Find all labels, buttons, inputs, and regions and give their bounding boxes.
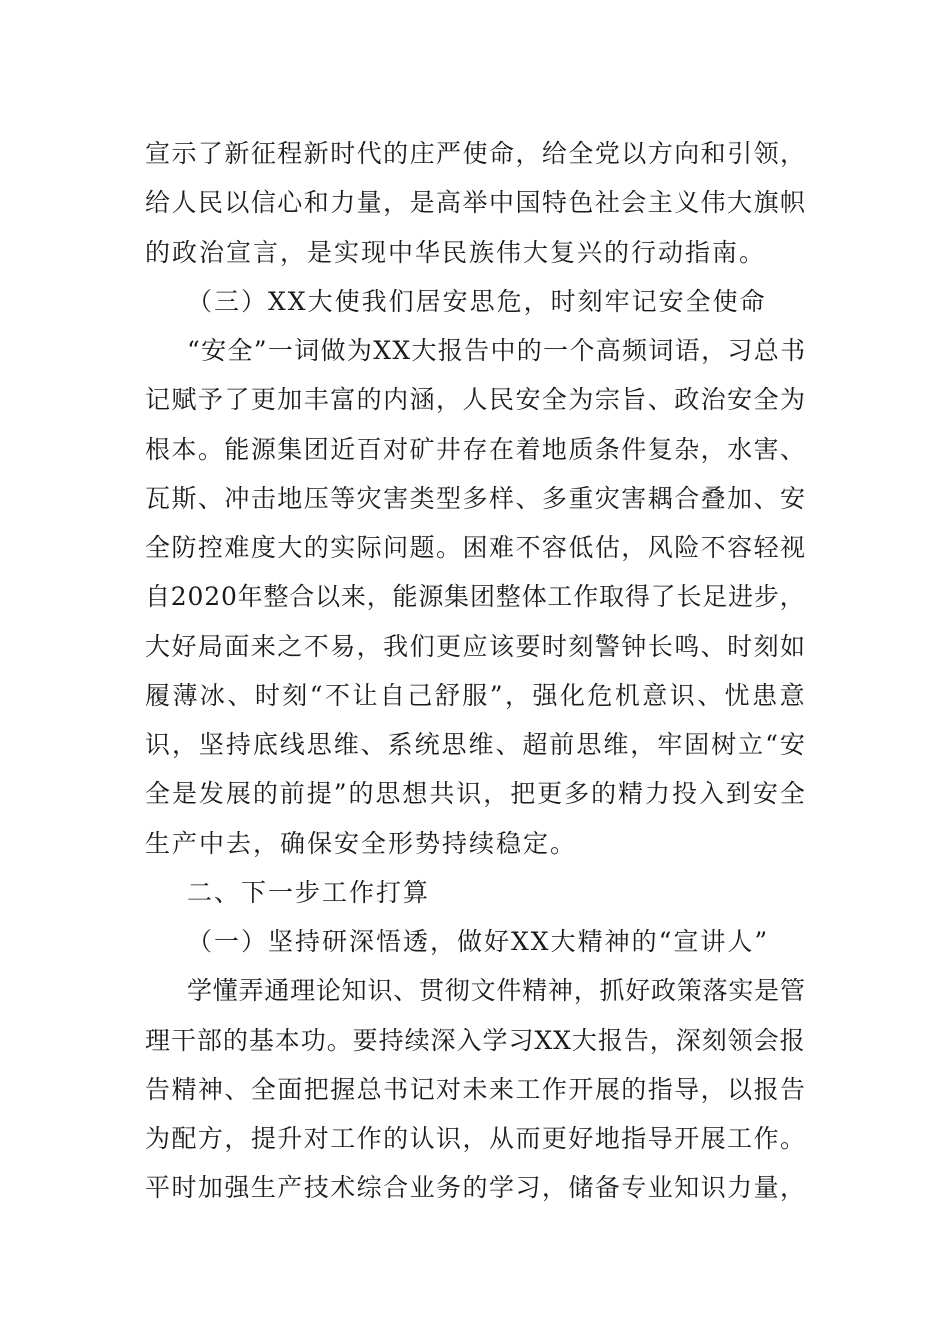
- text-line: 理干部的基本功。要持续深入学习XX大报告，深刻领会报: [145, 1026, 806, 1055]
- text-line: 宣示了新征程新时代的庄严使命，给全党以方向和引领，: [145, 139, 807, 168]
- text-line: 生产中去，确保安全形势持续稳定。: [145, 829, 578, 858]
- text-line: 学懂弄通理论知识、贯彻文件精神，抓好政策落实是管: [187, 976, 806, 1005]
- text-line: 记赋予了更加丰富的内涵，人民安全为宗旨、政治安全为: [145, 385, 807, 414]
- text-line: 全是发展的前提”的思想共识，把更多的精力投入到安全: [145, 779, 807, 808]
- text-line: 大好局面来之不易，我们更应该要时刻警钟长鸣、时刻如: [145, 632, 807, 661]
- text-line: 平时加强生产技术综合业务的学习，储备专业知识力量，: [145, 1173, 807, 1202]
- text-line: 根本。能源集团近百对矿井存在着地质条件复杂，水害、: [145, 435, 807, 464]
- text-line: 的政治宣言，是实现中华民族伟大复兴的行动指南。: [145, 238, 767, 267]
- text-line: 全防控难度大的实际问题。困难不容低估，风险不容轻视: [145, 533, 807, 562]
- text-line: 履薄冰、时刻“不让自己舒服”，强化危机意识、忧患意: [145, 681, 808, 710]
- text-line: 自2020年整合以来，能源集团整体工作取得了长足进步，: [145, 582, 806, 611]
- text-line: 告精神、全面把握总书记对未来工作开展的指导，以报告: [145, 1075, 807, 1104]
- section-heading: 二、下一步工作打算: [187, 878, 431, 907]
- text-line: 给人民以信心和力量，是高举中国特色社会主义伟大旗帜: [145, 188, 807, 217]
- section-heading: （三）XX大使我们居安思危，时刻牢记安全使命: [187, 287, 767, 316]
- text-line: 瓦斯、冲击地压等灾害类型多样、多重灾害耦合叠加、安: [145, 484, 807, 513]
- text-line: 为配方，提升对工作的认识，从而更好地指导开展工作。: [145, 1124, 807, 1153]
- text-line: “安全”一词做为XX大报告中的一个高频词语，习总书: [187, 336, 807, 365]
- text-line: 识，坚持底线思维、系统思维、超前思维，牢固树立“安: [145, 730, 807, 759]
- subsection-heading: （一）坚持研深悟透，做好XX大精神的“宣讲人”: [187, 927, 770, 956]
